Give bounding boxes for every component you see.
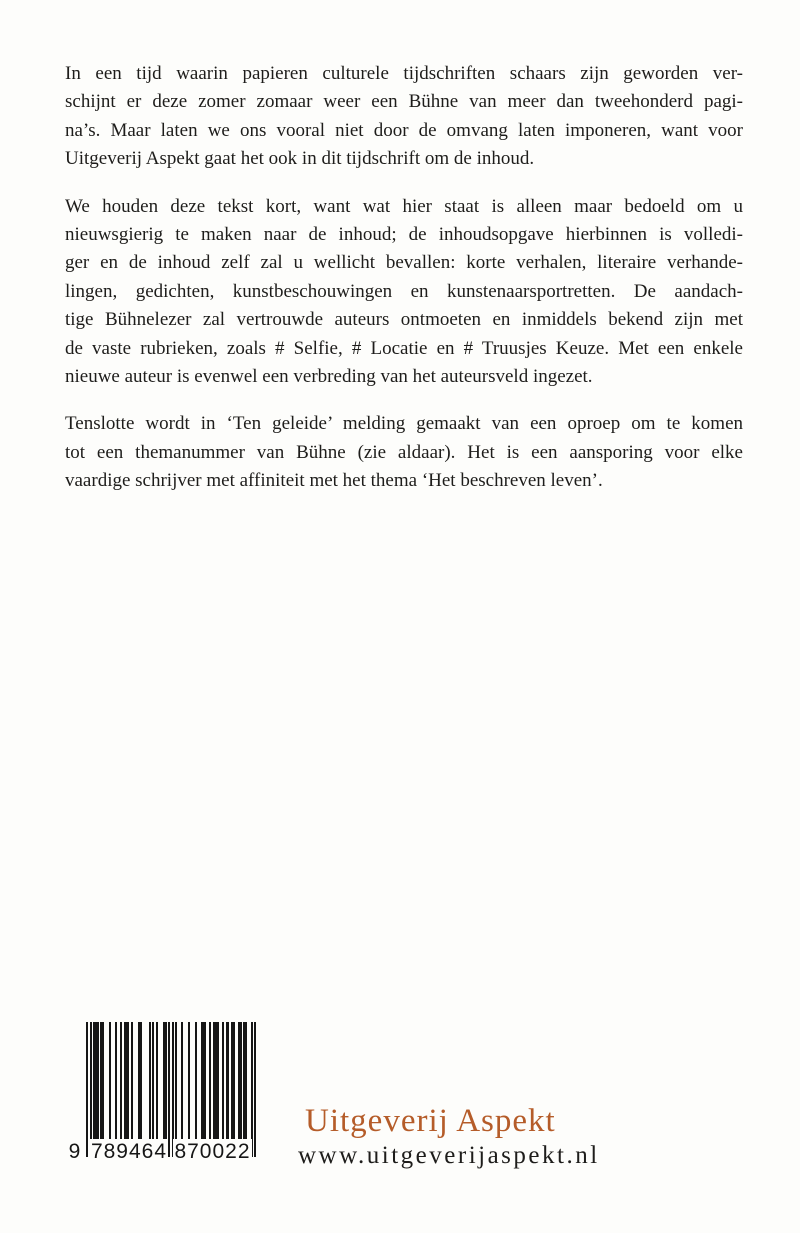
isbn-system-digit: 9: [68, 1140, 82, 1163]
text-line: tot een themanummer van Bühne (zie aldaar). Het is een aansporing voor elke: [65, 441, 743, 463]
text-line: tige Bühnelezer zal vertrouwde auteurs ontmoeten en inmiddels bekend zijn met: [65, 309, 743, 331]
publisher-block: [298, 1101, 600, 1170]
paragraph: [65, 60, 743, 174]
barcode-bars: [86, 1022, 256, 1157]
text-line: Uitgeverij Aspekt gaat het ook in dit tijdschrift om de inhoud.: [65, 148, 535, 170]
text-line: schijnt er deze zomer zomaar weer een Bühne van meer dan tweehonderd pagi-: [65, 91, 743, 113]
text-line: ger en de inhoud zelf zal u wellicht bevallen: korte verhalen, literaire verhande-: [65, 252, 743, 274]
text-line: na’s. Maar laten we ons vooral niet door de omvang laten imponeren, want voor: [65, 119, 743, 141]
text-line: vaardige schrijver met affiniteit met het thema ‘Het beschreven leven’.: [65, 470, 603, 492]
text-block: [65, 60, 743, 515]
publisher-url: www.uitgeverijaspekt.nl: [298, 1142, 600, 1169]
text-line: Tenslotte wordt in ‘Ten geleide’ melding gemaakt van een oproep om te komen: [65, 413, 743, 435]
isbn-group-left: 789464: [90, 1140, 168, 1163]
barcode: [66, 1022, 256, 1168]
text-line: nieuwe auteur is evenwel een verbreding van het auteursveld ingezet.: [65, 366, 593, 388]
text-line: In een tijd waarin papieren culturele tijdschriften schaars zijn geworden ver-: [65, 63, 743, 84]
text-line: We houden deze tekst kort, want wat hier staat is alleen maar bedoeld om u: [65, 195, 743, 217]
paragraph: [65, 410, 743, 495]
paragraph: [65, 193, 743, 392]
text-line: nieuwsgierig te maken naar de inhoud; de inhoudsopgave hierbinnen is volledi-: [65, 224, 743, 246]
publisher-name: Uitgeverij Aspekt: [305, 1103, 556, 1139]
text-line: lingen, gedichten, kunstbeschouwingen en kunstenaarsportretten. De aandach-: [65, 280, 743, 302]
isbn-group-right: 870022: [174, 1140, 251, 1163]
text-line: de vaste rubrieken, zoals # Selfie, # Locatie en # Truusjes Keuze. Met een enkele: [65, 337, 743, 359]
